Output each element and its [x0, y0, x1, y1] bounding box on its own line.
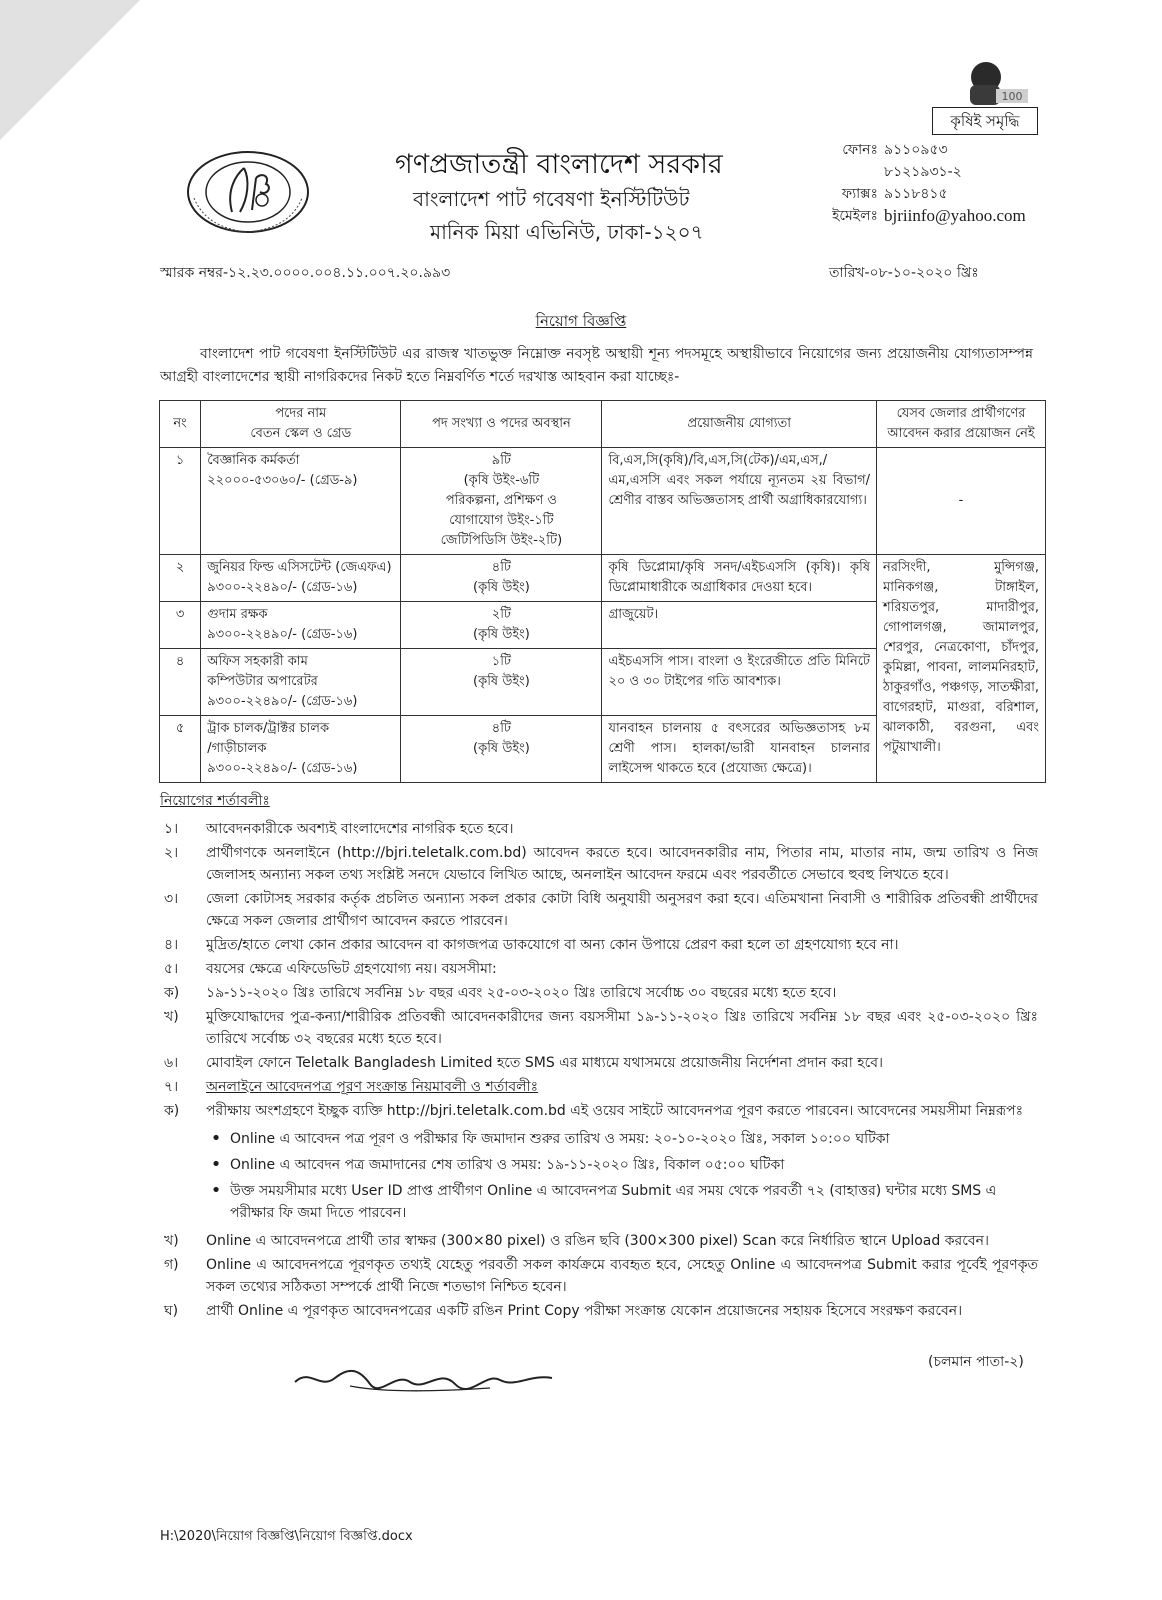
- count-cell: ১টি (কৃষি উইং): [401, 649, 602, 716]
- phone-label: ফোনঃ: [842, 142, 878, 158]
- qualification-cell: যানবাহন চালনায় ৫ বৎসরের অভিজ্ঞতাসহ ৮ম শ্রেণী পাস। হালকা/ভারী যানবাহন চালনার লাইসেন্স থাকতে হবে (প্রযোজ্য ক্ষেত্রে)।: [602, 716, 877, 783]
- qualification-cell: বি,এস,সি(কৃষি)/বি,এস,সি(টেক)/এম,এস,/এম,এসসি এবং সকল পর্যায়ে ন্যূনতম ২য় বিভাগ/শ্রেণীর বাস্তব অভিজ্ঞতাসহ প্রার্থী অগ্রাধিকারযোগ্য।: [602, 448, 877, 555]
- row-no: ৫: [160, 716, 201, 783]
- condition-item: ৪। মুদ্রিত/হাতে লেখা কোন প্রকার আবেদন বা কাগজপত্র ডাকযোগে বা অন্য কোন উপায়ে প্রেরণ করা হলে তা গ্রহণযোগ্য হবে না।: [164, 937, 899, 953]
- qualification-cell: গ্রাজুয়েট।: [602, 602, 877, 649]
- condition-item: ঘ) প্রার্থী Online এ পূরণকৃত আবেদনপত্রের একটি রঙিন Print Copy পরীক্ষা সংক্রান্ত যেকোন প্রয়োজনের সহায়ক হিসেবে সংরক্ষণ করবেন।: [164, 1303, 963, 1319]
- vacancy-table: [159, 400, 1046, 783]
- table-header-row: [160, 401, 1046, 448]
- condition-item: খ) মুক্তিযোদ্ধাদের পুত্র-কন্যা/শারীরিক প্রতিবন্ধী আবেদনকারীদের জন্য বয়সসীমা ১৯-১১-২০২০ খ্রিঃ তারিখে সর্বনিম্ন ১৮ বছর এবং ২৫-০৩-২০২০ খ্রিঃ তারিখে সর্বোচ্চ ৩২ বছরের মধ্যে হতে হবে।: [164, 1009, 1038, 1047]
- qualification-cell: কৃষি ডিপ্লোমা/কৃষি সনদ/এইচএসসি (কৃষি)। কৃষি ডিপ্লোমাধারীকে অগ্রাধিকার দেওয়া হবে।: [602, 555, 877, 602]
- condition-item: ৫। বয়সের ক্ষেত্রে এফিডেভিট গ্রহণযোগ্য নয়। বয়সসীমা:: [164, 961, 497, 977]
- contact-block: [812, 139, 1074, 227]
- post-cell: ট্রাক চালক/ট্রাক্টর চালক /গাড়ীচালক ৯৩০০-২২৪৯০/- (গ্রেড-১৬): [201, 716, 401, 783]
- fax-number: ৯১১৮৪১৫: [884, 186, 948, 202]
- table-row: [160, 448, 1046, 555]
- districts-shared-cell: নরসিংদী, মুন্সিগঞ্জ, মানিকগঞ্জ, টাঙ্গাইল, শরিয়তপুর, মাদারীপুর, গোপালগঞ্জ, জামালপুর, শেরপুর, নেত্রকোণা, চাঁদপুর, কুমিল্লা, পাবনা, লালমনিরহাট, ঠাকুরগাঁও, পঞ্চগড়, সাতক্ষীরা, বাগেরহাট, মাগুরা, বরিশাল, ঝালকাঠী, বরগুনা, এবং পটুয়াখালী।: [877, 555, 1046, 783]
- count-cell: ৪টি (কৃষি উইং): [401, 716, 602, 783]
- post-cell: অফিস সহকারী কাম কম্পিউটার অপারেটর ৯৩০০-২২৪৯০/- (গ্রেড-১৬): [201, 649, 401, 716]
- bjri-logo-icon: [186, 150, 310, 234]
- col-header-no: নং: [160, 401, 201, 448]
- signature-icon: [290, 1360, 560, 1400]
- condition-item: ৩। জেলা কোটাসহ সরকার কর্তৃক প্রচলিত অন্যান্য সকল প্রকার কোটা বিধি অনুযায়ী অনুসরণ করা হবে। এতিমখানা নিবাসী ও শারীরিক প্রতিবন্ধী প্রার্থীদের ক্ষেত্রে সকল জেলার প্রার্থীগণ আবেদন করতে পারবেন।: [164, 891, 1038, 929]
- row-no: ৪: [160, 649, 201, 716]
- post-cell: বৈজ্ঞানিক কর্মকর্তা ২২০০০-৫৩০৬০/- (গ্রেড-৯): [201, 448, 401, 555]
- post-cell: গুদাম রক্ষক ৯৩০০-২২৪৯০/- (গ্রেড-১৬): [201, 602, 401, 649]
- post-cell: জুনিয়র ফিল্ড এসিসটেন্ট (জেএফএ) ৯৩০০-২২৪৯০/- (গ্রেড-১৬): [201, 555, 401, 602]
- condition-item: ১। আবেদনকারীকে অবশ্যই বাংলাদেশের নাগরিক হতে হবে।: [164, 821, 514, 837]
- memo-number: স্মারক নম্বর-১২.২৩.০০০০.০০৪.১১.০০৭.২০.৯৯৩: [160, 265, 451, 281]
- col-header-districts: যেসব জেলার প্রার্থীগণের আবেদন করার প্রয়োজন নেই: [877, 401, 1046, 448]
- file-path-footer: H:\2020\নিয়োগ বিজ্ঞপ্তি\নিয়োগ বিজ্ঞপ্তি.docx: [160, 1529, 413, 1544]
- col-header-post: পদের নাম বেতন স্কেল ও গ্রেড: [201, 401, 401, 448]
- table-row: [160, 555, 1046, 602]
- bullet-icon: •: [210, 1180, 222, 1201]
- condition-item: ক) ১৯-১১-২০২০ খ্রিঃ তারিখে সর্বনিম্ন ১৮ বছর এবং ২৫-০৩-২০২০ খ্রিঃ তারিখে সর্বোচ্চ ৩০ বছরের মধ্যে হতে হবে।: [164, 985, 837, 1001]
- email-label: ইমেইলঃ: [832, 208, 878, 224]
- email-address: bjriinfo@yahoo.com: [884, 206, 1026, 225]
- phone-number-1: ৯১১০৯৫৩: [884, 142, 948, 158]
- condition-item: খ) Online এ আবেদনপত্রে প্রার্থী তার স্বাক্ষর (300×80 pixel) ও রঙিন ছবি (300×300 pixel) Scan করে নির্ধারিত স্থানে Upload করবেন।: [164, 1233, 989, 1249]
- count-cell: ৪টি (কৃষি উইং): [401, 555, 602, 602]
- count-cell: ৯টি (কৃষি উইং-৬টি পরিকল্পনা, প্রশিক্ষণ ও যোগাযোগ উইং-১টি জেটিপিডিসি উইং-২টি): [401, 448, 602, 555]
- bullet-icon: •: [210, 1128, 222, 1149]
- government-title: গণপ্রজাতন্ত্রী বাংলাদেশ সরকার: [395, 149, 723, 180]
- qualification-cell: এইচএসসি পাস। বাংলা ও ইংরেজীতে প্রতি মিনিটে ২০ ও ৩০ টাইপের গতি আবশ্যক।: [602, 649, 877, 716]
- conditions-title: নিয়োগের শর্তাবলীঃ: [160, 793, 270, 809]
- notice-title: নিয়োগ বিজ্ঞপ্তি: [535, 312, 627, 330]
- institute-address: মানিক মিয়া এভিনিউ, ঢাকা-১২০৭: [430, 220, 704, 244]
- condition-item: ২। প্রার্থীগণকে অনলাইনে (http://bjri.teletalk.com.bd) আবেদন করতে হবে। আবেদনকারীর নাম, পিতার নাম, মাতার নাম, জন্ম তারিখ ও নিজ জেলাসহ অন্যান্য সকল তথ্য সংশ্লিষ্ট সনদে যেভাবে লিখিত আছে, অনলাইন আবেদন ফরমে এবং পরবর্তীতে সেভাবে হুবহু লিখতে হবে।: [164, 845, 1038, 883]
- condition-item: ৭। অনলাইনে আবেদনপত্র পূরণ সংক্রান্ত নিয়মাবলী ও শর্তাবলীঃ: [164, 1079, 539, 1095]
- institute-name: বাংলাদেশ পাট গবেষণা ইনস্টিটিউট: [413, 187, 690, 211]
- mujib-100-emblem-icon: [950, 55, 1032, 111]
- districts-cell: -: [877, 448, 1046, 555]
- notice-intro: বাংলাদেশ পাট গবেষণা ইনস্টিটিউট এর রাজস্ব খাতভুক্ত নিম্নোক্ত নবসৃষ্ট অস্থায়ী শূন্য পদসমূহে অস্থায়ীভাবে নিয়োগের জন্য প্রয়োজনীয় যোগ্যতাসম্পন্ন আগ্রহী বাংলাদেশের স্থায়ী নাগরিকদের নিকট হতে নিম্নবর্ণিত শর্তে দরখাস্ত আহবান করা যাচ্ছেঃ-: [160, 346, 1033, 385]
- bullet-icon: •: [210, 1154, 222, 1175]
- condition-item: গ) Online এ আবেদনপত্রে পূরণকৃত তথ্যই যেহেতু পরবর্তী সকল কার্যক্রমে ব্যবহৃত হবে, সেহেতু Online এ আবেদনপত্র Submit করার পূর্বেই পূরণকৃত সকল তথ্যের সঠিকতা সম্পর্কে প্রার্থী নিজে শতভাগ নিশ্চিত হবেন।: [164, 1257, 1038, 1295]
- continued-page-note: (চলমান পাতা-২): [928, 1354, 1024, 1370]
- svg-text:100: 100: [1001, 90, 1023, 103]
- conditions-list: [160, 818, 1038, 1324]
- fax-label: ফ্যাক্সঃ: [841, 186, 878, 202]
- col-header-qualification: প্রয়োজনীয় যোগ্যতা: [602, 401, 877, 448]
- slogan-box: কৃষিই সমৃদ্ধি: [932, 107, 1038, 135]
- bullet-item: • Online এ আবেদন পত্র জমাদানের শেষ তারিখ ও সময়: ১৯-১১-২০২০ খ্রিঃ, বিকাল ০৫:০০ ঘটিকা: [202, 1154, 1038, 1176]
- row-no: ২: [160, 555, 201, 602]
- row-no: ১: [160, 448, 201, 555]
- condition-item: ৬। মোবাইল ফোনে Teletalk Bangladesh Limited হতে SMS এর মাধ্যমে যথাসময়ে প্রয়োজনীয় নির্দেশনা প্রদান করা হবে।: [164, 1055, 884, 1071]
- issue-date: তারিখ-০৮-১০-২০২০ খ্রিঃ: [829, 265, 979, 281]
- phone-number-2: ৮১২১৯৩১-২: [884, 164, 962, 180]
- deadline-bullets: [202, 1128, 1038, 1224]
- bullet-item: • Online এ আবেদন পত্র পূরণ ও পরীক্ষার ফি জমাদান শুরুর তারিখ ও সময়: ২০-১০-২০২০ খ্রিঃ, সকাল ১০:০০ ঘটিকা: [202, 1128, 1038, 1150]
- count-cell: ২টি (কৃষি উইং): [401, 602, 602, 649]
- row-no: ৩: [160, 602, 201, 649]
- condition-item: ক) পরীক্ষায় অংশগ্রহণে ইচ্ছুক ব্যক্তি http://bjri.teletalk.com.bd এই ওয়েব সাইটে আবেদনপত্র পূরণ করতে পারবেন। আবেদনের সময়সীমা নিম্নরূপঃ: [164, 1103, 1024, 1119]
- col-header-count: পদ সংখ্যা ও পদের অবস্থান: [401, 401, 602, 448]
- scan-corner-shadow: [0, 0, 140, 140]
- bullet-item: • উক্ত সময়সীমার মধ্যে User ID প্রাপ্ত প্রার্থীগণ Online এ আবেদনপত্র Submit এর সময় থেকে পরবর্তী ৭২ (বাহাত্তর) ঘন্টার মধ্যে SMS এ পরীক্ষার ফি জমা দিতে পারবেন।: [202, 1180, 1038, 1224]
